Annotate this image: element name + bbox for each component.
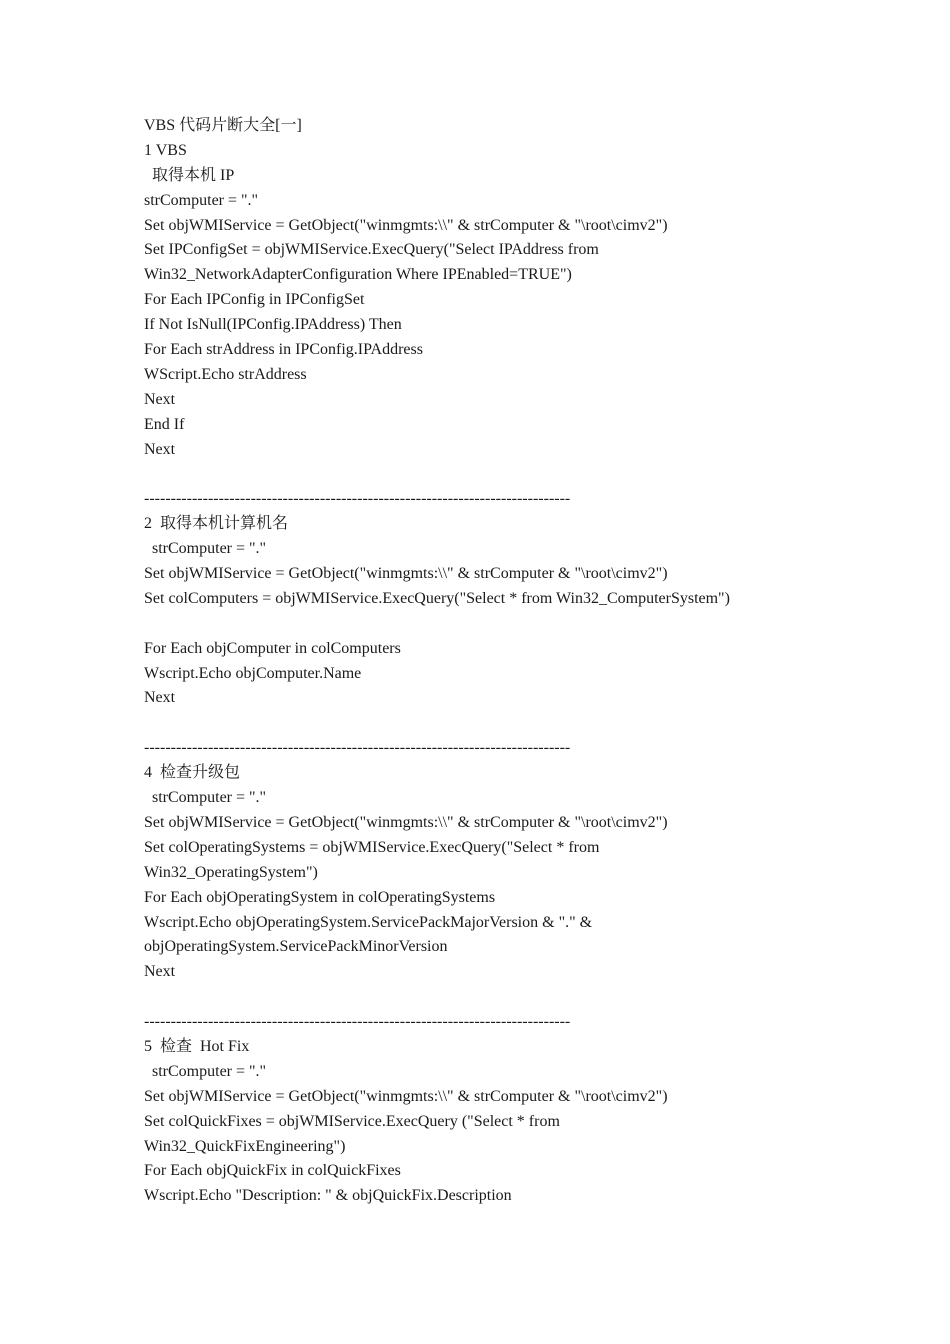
document-title: VBS 代码片断大全[一] bbox=[144, 117, 302, 134]
code-line: Set IPConfigSet = objWMIService.ExecQuery("Select IPAddress from bbox=[144, 241, 599, 259]
code-line: Next bbox=[144, 689, 176, 707]
code-line: Win32_QuickFixEngineering") bbox=[144, 1137, 346, 1155]
code-line: WScript.Echo strAddress bbox=[144, 365, 307, 383]
code-line: objOperatingSystem.ServicePackMinorVersion bbox=[144, 938, 448, 956]
code-line: Wscript.Echo objComputer.Name bbox=[144, 664, 362, 682]
code-line: End If bbox=[144, 415, 185, 433]
section-heading: 5 检查 Hot Fix bbox=[144, 1037, 250, 1055]
code-line: strComputer = "." bbox=[144, 191, 259, 209]
code-line: Set objWMIService = GetObject("winmgmts:\\" & strComputer & "\root\cimv2") bbox=[144, 216, 668, 234]
blank-line bbox=[144, 711, 864, 736]
code-line: Next bbox=[144, 390, 176, 408]
code-line: For Each IPConfig in IPConfigSet bbox=[144, 291, 365, 309]
code-line: strComputer = "." bbox=[144, 540, 267, 558]
document-body bbox=[144, 114, 864, 1209]
blank-line bbox=[144, 985, 864, 1010]
code-line: Wscript.Echo objOperatingSystem.ServicePackMajorVersion & "." & bbox=[144, 913, 593, 931]
code-line: Set colQuickFixes = objWMIService.ExecQuery ("Select * from bbox=[144, 1112, 560, 1130]
section-divider: -------------------------------------------------------------------------------- bbox=[144, 490, 571, 508]
code-line: Win32_OperatingSystem") bbox=[144, 863, 318, 881]
section-subheading: 取得本机 IP bbox=[144, 166, 235, 184]
section-heading: 2 取得本机计算机名 bbox=[144, 515, 289, 533]
code-line: Set objWMIService = GetObject("winmgmts:\\" & strComputer & "\root\cimv2") bbox=[144, 813, 668, 831]
code-line: strComputer = "." bbox=[144, 789, 267, 807]
code-line: Wscript.Echo "Description: " & objQuickFix.Description bbox=[144, 1187, 512, 1205]
section-heading: 4 检查升级包 bbox=[144, 764, 241, 782]
blank-line bbox=[144, 612, 864, 637]
code-line: Win32_NetworkAdapterConfiguration Where IPEnabled=TRUE") bbox=[144, 266, 572, 284]
blank-line bbox=[144, 462, 864, 487]
code-line: Next bbox=[144, 440, 176, 458]
section-heading: 1 VBS bbox=[144, 141, 187, 159]
section-divider: -------------------------------------------------------------------------------- bbox=[144, 1013, 571, 1031]
code-line: Set objWMIService = GetObject("winmgmts:\\" & strComputer & "\root\cimv2") bbox=[144, 1087, 668, 1105]
code-line: For Each strAddress in IPConfig.IPAddress bbox=[144, 341, 423, 359]
code-line: Set objWMIService = GetObject("winmgmts:\\" & strComputer & "\root\cimv2") bbox=[144, 565, 668, 583]
code-line: For Each objQuickFix in colQuickFixes bbox=[144, 1162, 401, 1180]
code-line: Set colOperatingSystems = objWMIService.ExecQuery("Select * from bbox=[144, 838, 600, 856]
code-line: For Each objOperatingSystem in colOperatingSystems bbox=[144, 888, 496, 906]
section-divider: -------------------------------------------------------------------------------- bbox=[144, 739, 571, 757]
code-line: Set colComputers = objWMIService.ExecQuery("Select * from Win32_ComputerSystem") bbox=[144, 589, 730, 607]
code-line: If Not IsNull(IPConfig.IPAddress) Then bbox=[144, 316, 402, 334]
code-line: For Each objComputer in colComputers bbox=[144, 639, 401, 657]
code-line: strComputer = "." bbox=[144, 1062, 267, 1080]
code-line: Next bbox=[144, 963, 176, 981]
